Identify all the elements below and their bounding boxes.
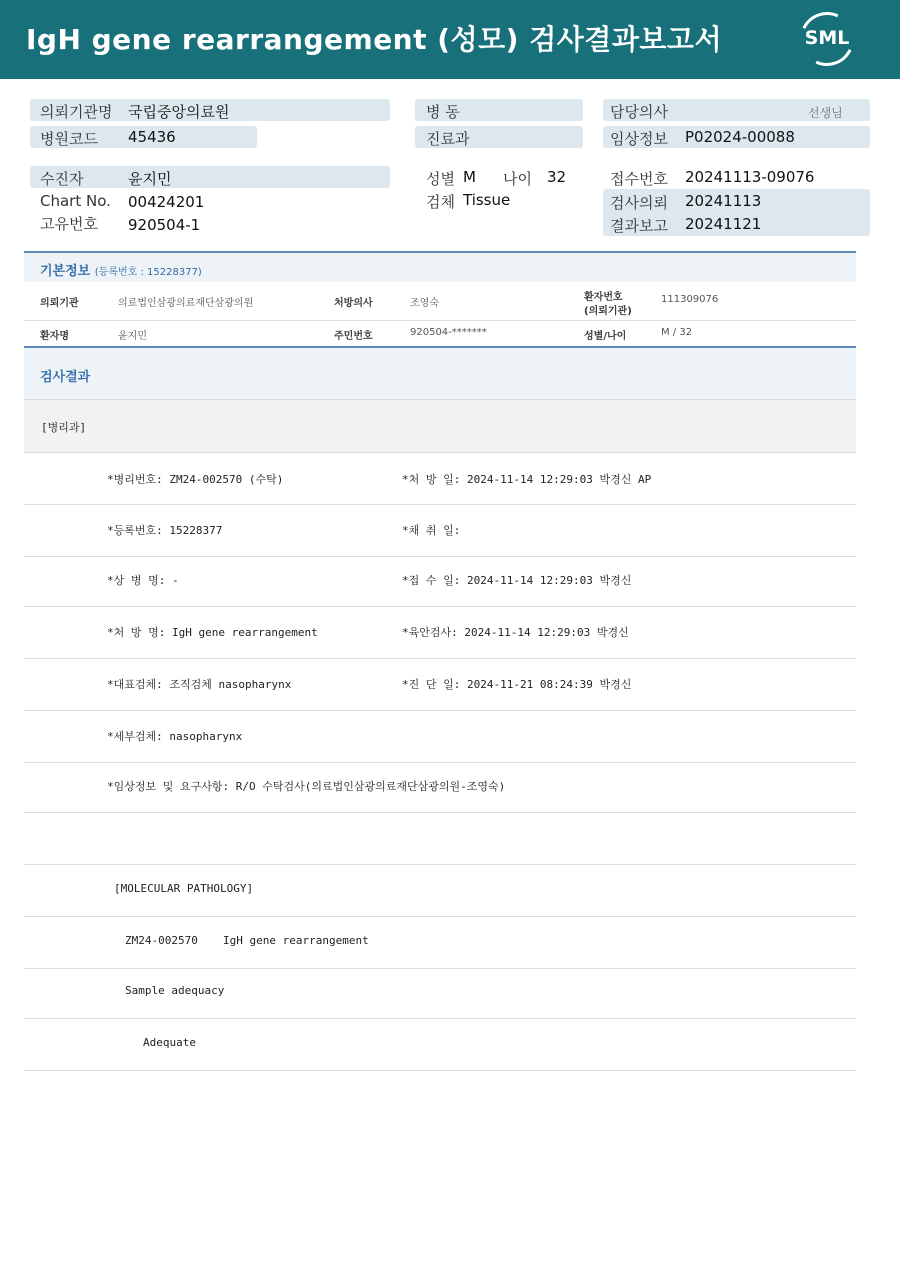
basic-info-header xyxy=(24,251,856,282)
age-value: 32 xyxy=(547,168,567,186)
basic-key: 처방의사 xyxy=(334,298,373,309)
doctor-suffix: 선생님 xyxy=(808,106,843,120)
result-left: *상 병 명: - xyxy=(107,574,179,587)
basic-value: M / 32 xyxy=(661,327,693,338)
request-label: 검사의뢰 xyxy=(610,194,668,212)
clinical-value: P02024-00088 xyxy=(685,128,795,146)
dept-label: 진료과 xyxy=(426,130,470,148)
result-row xyxy=(24,607,856,659)
report-label: 결과보고 xyxy=(610,217,668,235)
result-right: *진 단 일: 2024-11-21 08:24:39 박경신 xyxy=(402,678,632,691)
result-left: *병리번호: ZM24-002570 (수탁) xyxy=(107,473,284,486)
unique-label: 고유번호 xyxy=(40,215,98,233)
basic-key: 주민번호 xyxy=(334,331,373,342)
result-left: *처 방 명: IgH gene rearrangement xyxy=(107,626,318,639)
basic-info-row xyxy=(24,321,856,348)
basic-key-sub: (의뢰기관) xyxy=(584,306,632,317)
molecular-pathology-title: [MOLECULAR PATHOLOGY] xyxy=(114,882,254,895)
report-value: 20241121 xyxy=(685,215,762,233)
result-row xyxy=(24,505,856,557)
result-row xyxy=(24,967,856,1019)
receipt-label: 접수번호 xyxy=(610,170,668,188)
result-left: *임상정보 및 요구사항: R/O 수탁검사(의료법인삼광의료재단삼광의원-조영숙) xyxy=(107,780,506,793)
chart-label: Chart No. xyxy=(40,192,111,210)
report-title: IgH gene rearrangement (성모) 검사결과보고서 xyxy=(26,23,723,56)
sex-value: M xyxy=(463,168,476,186)
doctor-label: 담당의사 xyxy=(610,103,668,121)
institution-value: 국립중앙의료원 xyxy=(128,103,230,121)
clinical-label: 임상정보 xyxy=(610,130,668,148)
result-header xyxy=(24,348,856,400)
basic-key: 환자명 xyxy=(40,331,69,342)
basic-value: 920504-******* xyxy=(410,327,487,338)
result-left: *세부검체: nasopharynx xyxy=(107,730,243,743)
sex-label: 성별 xyxy=(426,170,455,188)
age-label: 나이 xyxy=(503,170,532,188)
unique-value: 920504-1 xyxy=(128,216,201,234)
basic-info-reg-no: (등록번호 : 15228377) xyxy=(94,267,202,278)
patient-value: 윤지민 xyxy=(128,170,172,188)
result-left: *대표검체: 조직검체 nasopharynx xyxy=(107,678,292,691)
basic-value: 111309076 xyxy=(661,294,719,305)
result-row xyxy=(24,659,856,711)
basic-key: 성별/나이 xyxy=(584,331,627,342)
result-row xyxy=(24,711,856,763)
blank-row xyxy=(24,813,856,865)
report-header xyxy=(0,0,900,79)
institution-label: 의뢰기관명 xyxy=(40,103,113,121)
patient-label: 수진자 xyxy=(40,170,84,188)
molecular-pathology-id: ZM24-002570 xyxy=(125,934,198,947)
patient-pill xyxy=(30,166,390,188)
result-row xyxy=(24,761,856,813)
result-row xyxy=(24,865,856,917)
result-row xyxy=(24,917,856,969)
sml-logo xyxy=(800,12,854,66)
chart-value: 00424201 xyxy=(128,193,205,211)
dept-row xyxy=(24,400,856,453)
basic-key: 환자번호 xyxy=(584,292,623,303)
hospital-code-value: 45436 xyxy=(128,128,176,146)
sample-adequacy-label: Sample adequacy xyxy=(125,984,225,997)
result-right: *접 수 일: 2024-11-14 12:29:03 박경신 xyxy=(402,574,632,587)
logo-text: SML xyxy=(804,27,850,49)
specimen-value: Tissue xyxy=(463,191,511,209)
sample-adequacy-value: Adequate xyxy=(143,1036,196,1049)
basic-value: 윤지민 xyxy=(118,331,147,342)
basic-key: 의뢰기관 xyxy=(40,298,79,309)
dept-label: [병리과] xyxy=(41,421,87,434)
ward-label: 병 동 xyxy=(426,103,460,121)
result-left: *등록번호: 15228377 xyxy=(107,524,223,537)
basic-info-title: 기본정보 xyxy=(40,264,91,279)
basic-info-row xyxy=(24,282,856,321)
result-row xyxy=(24,555,856,607)
hospital-code-label: 병원코드 xyxy=(40,130,98,148)
result-right: *처 방 일: 2024-11-14 12:29:03 박경신 AP xyxy=(402,473,652,486)
specimen-label: 검체 xyxy=(426,193,455,211)
result-title: 검사결과 xyxy=(40,370,91,385)
result-right: *육안검사: 2024-11-14 12:29:03 박경신 xyxy=(402,626,629,639)
molecular-pathology-test: IgH gene rearrangement xyxy=(223,934,369,947)
basic-value: 의료법인삼광의료재단삼광의원 xyxy=(118,298,254,309)
result-row xyxy=(24,453,856,505)
receipt-value: 20241113-09076 xyxy=(685,168,815,186)
result-right: *채 취 일: xyxy=(402,524,461,537)
request-value: 20241113 xyxy=(685,192,762,210)
result-row xyxy=(24,1019,856,1071)
basic-value: 조영숙 xyxy=(410,298,439,309)
